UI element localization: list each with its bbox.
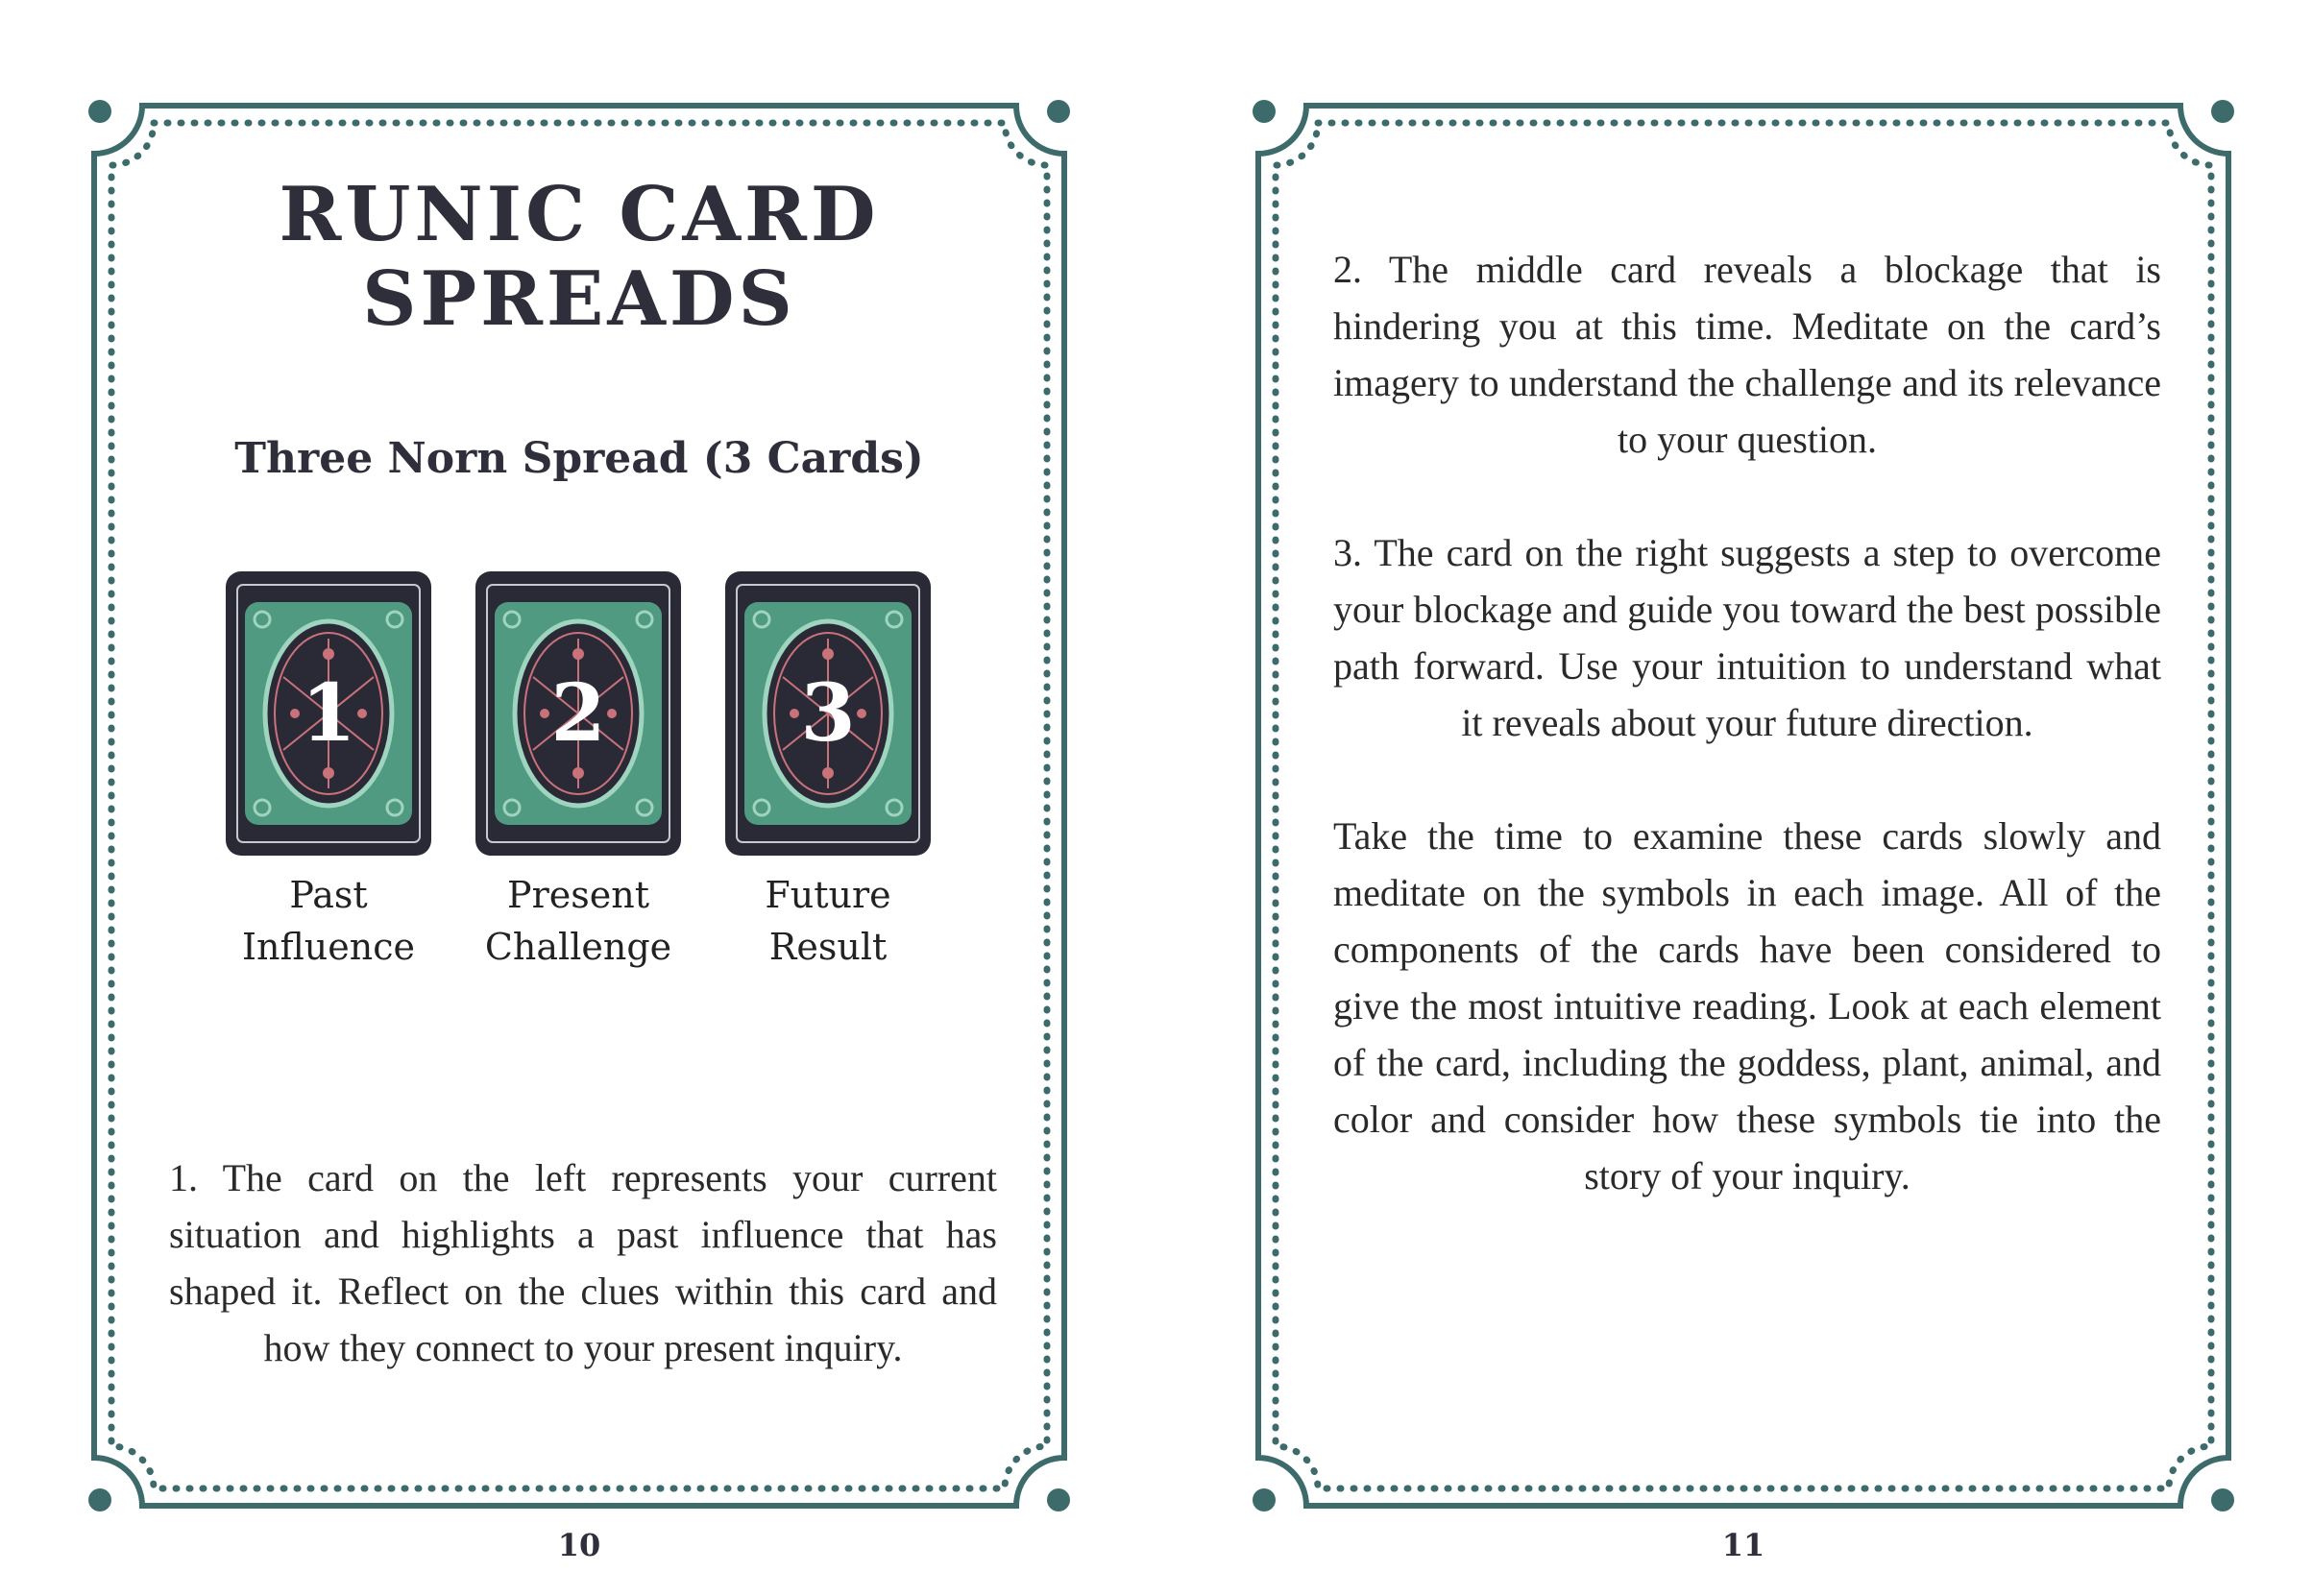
- body-text-left: [169, 1149, 997, 1376]
- card-label: [204, 869, 453, 973]
- card-spread: [85, 571, 1074, 975]
- card-number: 1: [301, 667, 356, 760]
- page-number-left: 10: [557, 1527, 601, 1563]
- page-number-right: 11: [1721, 1527, 1765, 1563]
- card-label-line-2: Challenge: [484, 926, 672, 968]
- paragraph-4: Take the time to examine these cards slowly and meditate on the symbols in each image. All of the components of the cards have been considered to give the most intuitive reading. Look at each element of the card, including the goddess, plant, animal, and color and consider how these symbols tie into the story of your inquiry.: [1333, 814, 2161, 1197]
- paragraph-1: 1. The card on the left represents your current situation and highlights a past influence that has shaped it. Reflect on the clues within this card and how they connect to your present inquiry.: [169, 1156, 997, 1369]
- card-1: [226, 571, 431, 856]
- card-number: 2: [550, 667, 606, 760]
- card-label: [453, 869, 703, 973]
- section-heading: Three Norn Spread (3 Cards): [234, 434, 924, 483]
- card-label-line-1: Past: [289, 874, 368, 916]
- paragraph-3: 3. The card on the right suggests a step to overcome your blockage and guide you toward the best possible path forward. Use your intuition to understand what it reveals about your future direction.: [1333, 531, 2161, 744]
- card-number: 3: [800, 667, 856, 760]
- card-label-line-1: Present: [507, 874, 649, 916]
- title-line-1: RUNIC CARD: [279, 171, 880, 258]
- left-page: [85, 96, 1074, 1515]
- card-label: [703, 869, 953, 973]
- right-page: [1249, 96, 2238, 1515]
- page-title: [85, 173, 1074, 342]
- paragraph-2: 2. The middle card reveals a blockage that is hindering you at this time. Meditate on the card’s imagery to understand the challenge and its relevance to your question.: [1333, 248, 2161, 461]
- body-text-right: [1333, 241, 2161, 1204]
- card-3: [725, 571, 931, 856]
- card-label-line-2: Influence: [241, 926, 416, 968]
- card-2: [475, 571, 681, 856]
- card-label-line-2: Result: [768, 926, 888, 968]
- card-label-line-1: Future: [765, 874, 891, 916]
- title-line-2: SPREADS: [362, 255, 796, 343]
